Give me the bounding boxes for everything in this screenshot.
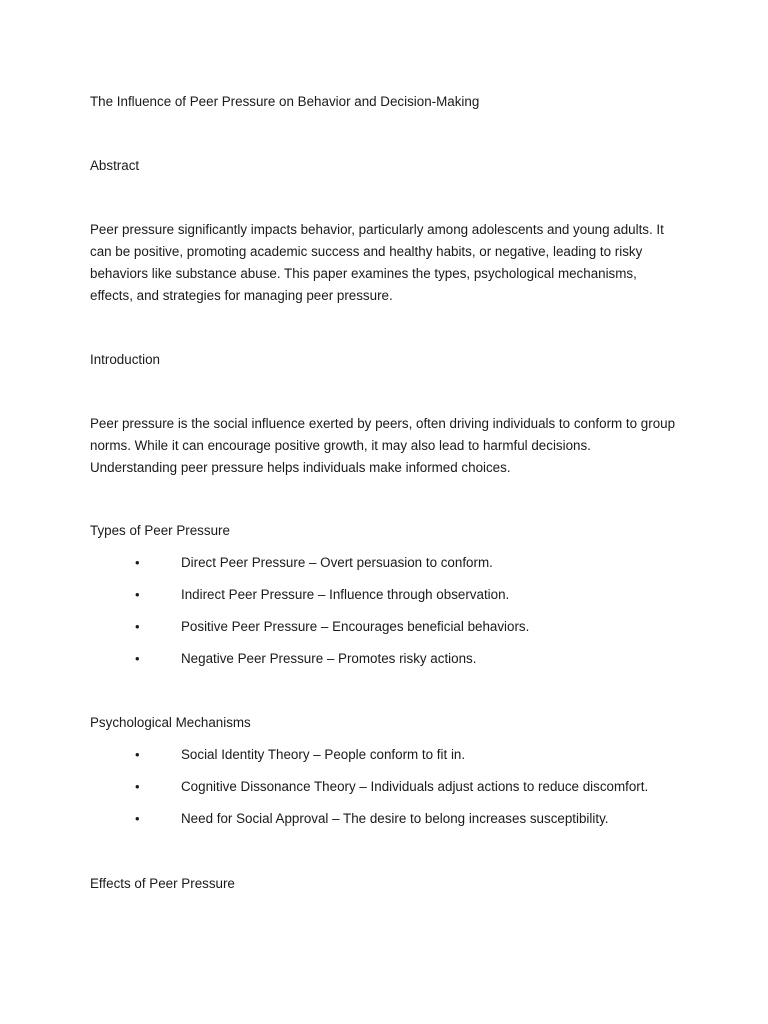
bullet-icon: •	[135, 555, 140, 570]
bullet-icon: •	[135, 587, 140, 602]
introduction-paragraph: Peer pressure is the social influence exerted by peers, often driving individuals to conform to group norms. While it can encourage positive growth, it may also lead to harmful decisions. Understanding peer pressure helps individuals make informed choices.	[90, 416, 676, 475]
list-item-text: Positive Peer Pressure – Encourages beneficial behaviors.	[181, 619, 530, 634]
list-item-text: Direct Peer Pressure – Overt persuasion to conform.	[181, 555, 493, 570]
section-heading-introduction: Introduction	[90, 352, 160, 367]
document-title: The Influence of Peer Pressure on Behavior and Decision-Making	[90, 94, 480, 109]
list-item	[90, 744, 680, 776]
list-item	[90, 776, 680, 808]
types-list	[90, 552, 680, 680]
bullet-icon: •	[135, 779, 140, 794]
section-heading-mechanisms: Psychological Mechanisms	[90, 715, 251, 730]
bullet-icon: •	[135, 811, 140, 826]
list-item	[90, 648, 680, 680]
list-item-text: Social Identity Theory – People conform to fit in.	[181, 747, 466, 762]
list-item	[90, 616, 680, 648]
section-heading-effects: Effects of Peer Pressure	[90, 876, 235, 891]
mechanisms-list	[90, 744, 680, 840]
bullet-icon: •	[135, 619, 140, 634]
list-item-text: Indirect Peer Pressure – Influence through observation.	[181, 587, 510, 602]
list-item-text: Need for Social Approval – The desire to belong increases susceptibility.	[181, 811, 609, 826]
bullet-icon: •	[135, 747, 140, 762]
list-item-text: Cognitive Dissonance Theory – Individuals adjust actions to reduce discomfort.	[181, 779, 649, 794]
list-item	[90, 552, 680, 584]
list-item	[90, 808, 680, 840]
section-heading-abstract: Abstract	[90, 158, 140, 173]
list-item	[90, 584, 680, 616]
list-item-text: Negative Peer Pressure – Promotes risky actions.	[181, 651, 477, 666]
section-heading-types: Types of Peer Pressure	[90, 523, 230, 538]
bullet-icon: •	[135, 651, 140, 666]
abstract-paragraph: Peer pressure significantly impacts behavior, particularly among adolescents and young adults. It can be positive, promoting academic success and healthy habits, or negative, leading to risky behaviors like substance abuse. This paper examines the types, psychological mechanisms, effects, and strategies for managing peer pressure.	[90, 222, 664, 303]
